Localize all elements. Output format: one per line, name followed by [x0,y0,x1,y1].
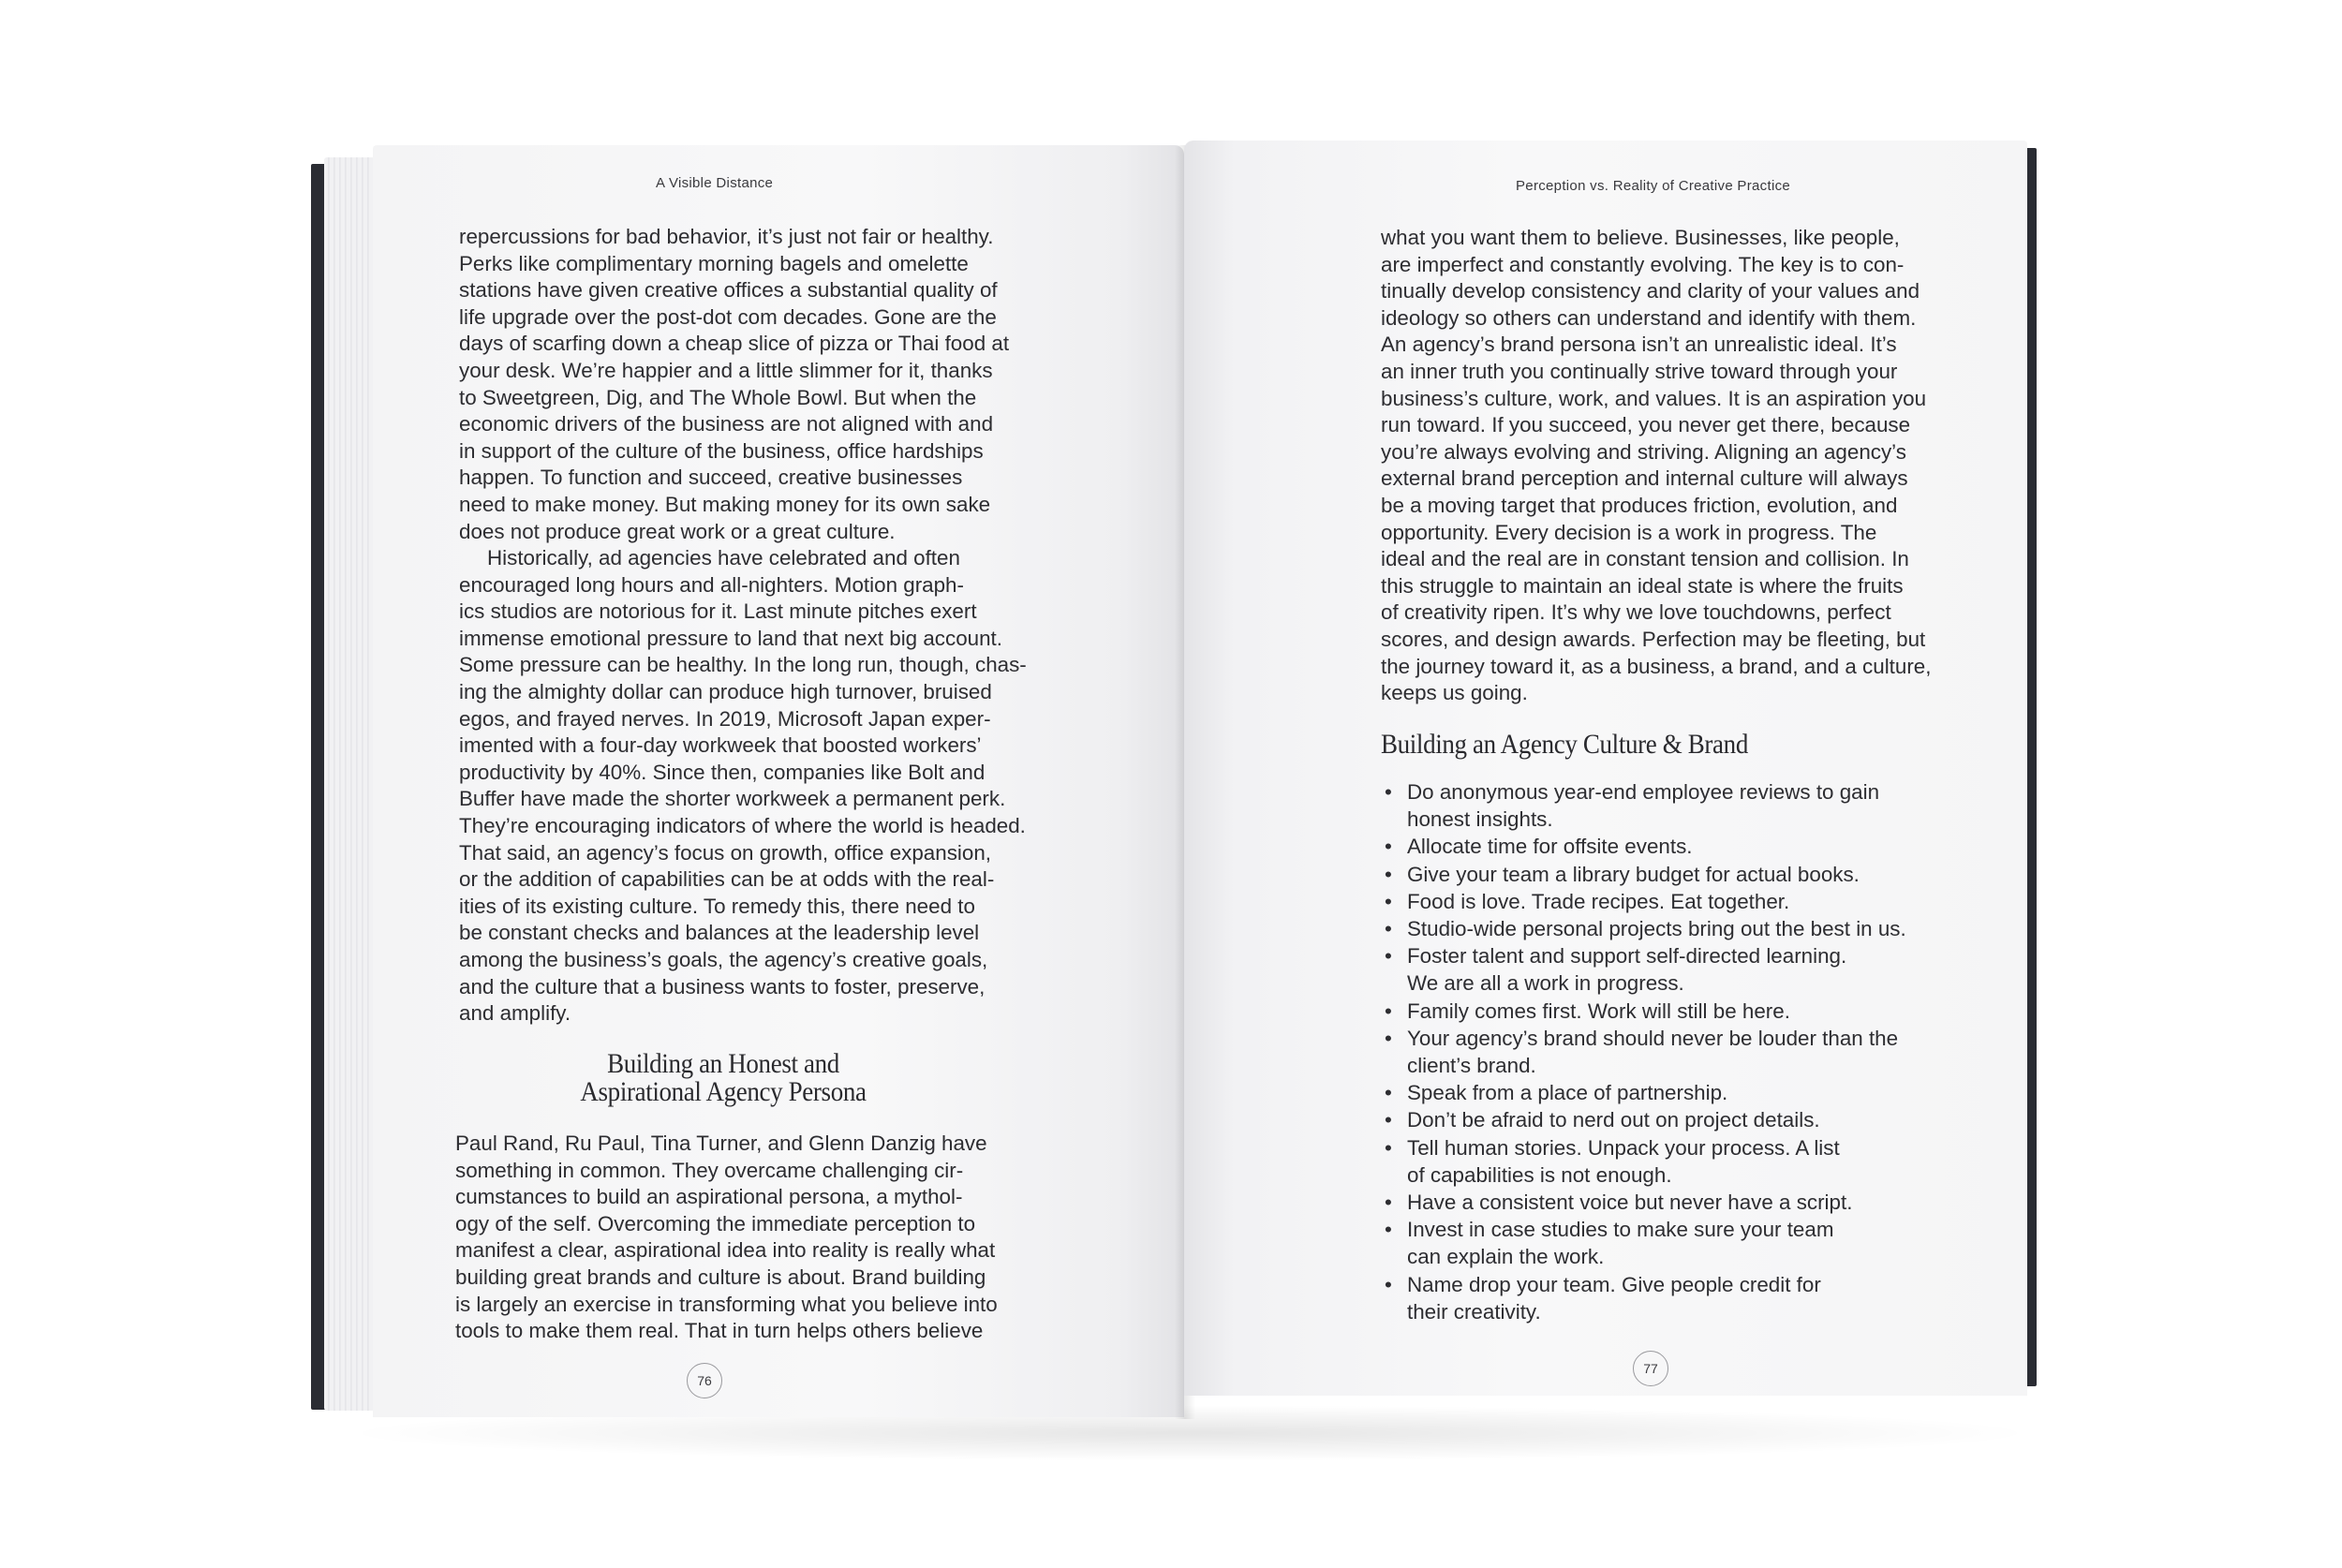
text-line: are imperfect and constantly evolving. The key is to con- [1381,252,1905,276]
tip-list-item [1383,942,1906,997]
text-line: Perks like complimentary morning bagels and omelette [459,251,969,275]
bullet-icon: • [1385,889,1392,913]
text-line: egos, and frayed nerves. In 2019, Microsoft Japan exper- [459,706,991,731]
bullet-icon: • [1385,1191,1392,1215]
text-line: be constant checks and balances at the leadership level [459,921,980,945]
tip-text: Invest in case studies to make sure your team [1407,1218,1834,1242]
text-line: and amplify. [459,1001,571,1026]
tip-list-item [1383,1079,1906,1106]
tip-text: Don’t be afraid to nerd out on project details. [1407,1108,1820,1132]
text-line: encouraged long hours and all-nighters. Motion graph- [459,572,964,597]
tip-text: Studio-wide personal projects bring out the best in us. [1407,917,1906,941]
text-line: among the business’s goals, the agency’s creative goals, [459,947,988,971]
tip-text: Do anonymous year-end employee reviews to gain [1407,780,1880,804]
text-line: Paul Rand, Ru Paul, Tina Turner, and Glenn Danzig have [455,1132,987,1155]
left-page [373,145,1184,1417]
text-line: the journey toward it, as a business, a brand, and a culture, [1381,654,1932,678]
left-subheading [496,1050,951,1106]
text-line: That said, an agency’s focus on growth, office expansion, [459,840,991,865]
text-line: you’re always evolving and striving. Aligning an agency’s [1381,439,1906,464]
text-line: tinually develop consistency and clarity of your values and [1381,279,1920,303]
tip-list-item [1383,1134,1906,1189]
bullet-icon: • [1385,944,1392,969]
right-page [1184,141,2027,1396]
left-paragraph-3 [455,1131,998,1345]
text-line: ics studios are notorious for it. Last minute pitches exert [459,599,977,624]
text-line: cumstances to build an aspirational persona, a mythol- [455,1185,963,1209]
agency-culture-tips-list [1383,778,1906,1325]
left-paragraph-1 [459,224,1009,545]
bullet-icon: • [1385,835,1392,859]
tip-list-item [1383,998,1906,1025]
tip-text: honest insights. [1407,807,1553,832]
text-line: need to make money. But making money for its own sake [459,492,991,516]
tip-list-item [1383,778,1906,833]
tip-text: Foster talent and support self-directed learning. [1407,944,1847,969]
text-line: tools to make them real. That in turn helps others believe [455,1319,984,1343]
right-paragraph-1 [1381,225,1931,707]
bullet-icon: • [1385,917,1392,941]
text-line: an inner truth you continually strive toward through your [1381,359,1898,383]
tip-text: Speak from a place of partnership. [1407,1081,1728,1105]
tip-list-item [1383,1216,1906,1270]
tip-text: We are all a work in progress. [1407,971,1684,996]
tip-list-item [1383,888,1906,915]
text-line: be a moving target that produces friction, evolution, and [1381,493,1898,517]
running-head-right: Perception vs. Reality of Creative Practice [1516,178,1791,194]
tip-text: their creativity. [1407,1299,1541,1324]
text-line: ities of its existing culture. To remedy this, there need to [459,894,975,918]
text-line: does not produce great work or a great culture. [459,519,896,543]
page-number-right: 77 [1633,1351,1668,1386]
tip-text: Tell human stories. Unpack your process. A list [1407,1135,1840,1160]
text-line: building great brands and culture is about. Brand building [455,1265,986,1289]
bullet-icon: • [1385,1026,1392,1050]
text-line: is largely an exercise in transforming what you believe into [455,1292,998,1316]
tip-text: of capabilities is not enough. [1407,1162,1672,1187]
tip-list-item [1383,1106,1906,1133]
text-line: your desk. We’re happier and a little slimmer for it, thanks [459,358,993,382]
tip-text: Name drop your team. Give people credit for [1407,1272,1821,1296]
text-line: economic drivers of the business are not aligned with and [459,412,994,436]
text-line: ogy of the self. Overcoming the immediate perception to [455,1211,976,1235]
subheading-line: Aspirational Agency Persona [580,1076,867,1107]
tip-text: Allocate time for offsite events. [1407,835,1693,859]
bullet-icon: • [1385,862,1392,886]
text-line: imented with a four-day workweek that boosted workers’ [459,733,982,758]
text-line: Historically, ad agencies have celebrated and often [487,546,960,570]
bullet-icon: • [1385,1272,1392,1296]
subheading-line: Building an Honest and [607,1048,839,1079]
text-line: what you want them to believe. Businesses, like people, [1381,226,1900,249]
text-line: happen. To function and succeed, creative businesses [459,466,963,490]
tip-text: Food is love. Trade recipes. Eat together. [1407,889,1790,913]
text-line: An agency’s brand persona isn’t an unrealistic ideal. It’s [1381,333,1897,357]
left-paragraph-2 [459,545,1027,1028]
text-line: life upgrade over the post-dot com decades. Gone are the [459,304,997,329]
tip-list-item [1383,833,1906,860]
bullet-icon: • [1385,998,1392,1023]
text-line: or the addition of capabilities can be at odds with the real- [459,867,995,892]
text-line: and the culture that a business wants to foster, preserve, [459,974,986,998]
page-number-left: 76 [687,1363,722,1398]
bullet-icon: • [1385,1108,1392,1132]
text-line: in support of the culture of the business, office hardships [459,438,984,463]
tip-text: Your agency’s brand should never be louder than the [1407,1026,1899,1050]
text-line: manifest a clear, aspirational idea into reality is really what [455,1238,996,1263]
text-line: opportunity. Every decision is a work in progress. The [1381,520,1877,544]
text-line: run toward. If you succeed, you never get there, because [1381,413,1911,437]
text-line: something in common. They overcame challenging cir- [455,1158,964,1182]
text-line: stations have given creative offices a substantial quality of [459,278,998,303]
tip-text: Give your team a library budget for actual books. [1407,862,1860,886]
text-line: Buffer have made the shorter workweek a permanent perk. [459,787,1006,811]
bullet-icon: • [1385,780,1392,804]
tip-list-item [1383,1271,1906,1325]
text-line: days of scarfing down a cheap slice of pizza or Thai food at [459,332,1010,356]
text-line: Some pressure can be healthy. In the long run, though, chas- [459,653,1027,677]
text-line: this struggle to maintain an ideal state is where the fruits [1381,573,1904,598]
bullet-icon: • [1385,1081,1392,1105]
text-line: immense emotional pressure to land that next big account. [459,626,1002,650]
text-line: business’s culture, work, and values. It is an aspiration you [1381,386,1927,410]
bullet-icon: • [1385,1135,1392,1160]
running-head-left: A Visible Distance [656,175,774,191]
text-line: ideology so others can understand and identify with them. [1381,305,1917,330]
tip-text: can explain the work. [1407,1245,1605,1269]
right-subheading: Building an Agency Culture & Brand [1381,729,1748,760]
tip-list-item [1383,861,1906,888]
bullet-icon: • [1385,1218,1392,1242]
text-line: ing the almighty dollar can produce high turnover, bruised [459,679,992,703]
text-line: They’re encouraging indicators of where the world is headed. [459,813,1026,837]
text-line: external brand perception and internal culture will always [1381,466,1908,491]
tip-list-item [1383,1189,1906,1216]
tip-text: client’s brand. [1407,1054,1536,1078]
text-line: of creativity ripen. It’s why we love touchdowns, perfect [1381,600,1891,625]
stacked-page-edges [324,157,380,1411]
tip-list-item [1383,915,1906,942]
text-line: keeps us going. [1381,681,1528,705]
tip-text: Family comes first. Work will still be here. [1407,998,1790,1023]
text-line: ideal and the real are in constant tension and collision. In [1381,547,1909,571]
text-line: repercussions for bad behavior, it’s just not fair or healthy. [459,225,994,248]
tip-text: Have a consistent voice but never have a script. [1407,1191,1853,1215]
text-line: scores, and design awards. Perfection may be fleeting, but [1381,627,1926,651]
tip-list-item [1383,1025,1906,1079]
text-line: to Sweetgreen, Dig, and The Whole Bowl. But when the [459,385,977,409]
text-line: productivity by 40%. Since then, companies like Bolt and [459,760,986,784]
